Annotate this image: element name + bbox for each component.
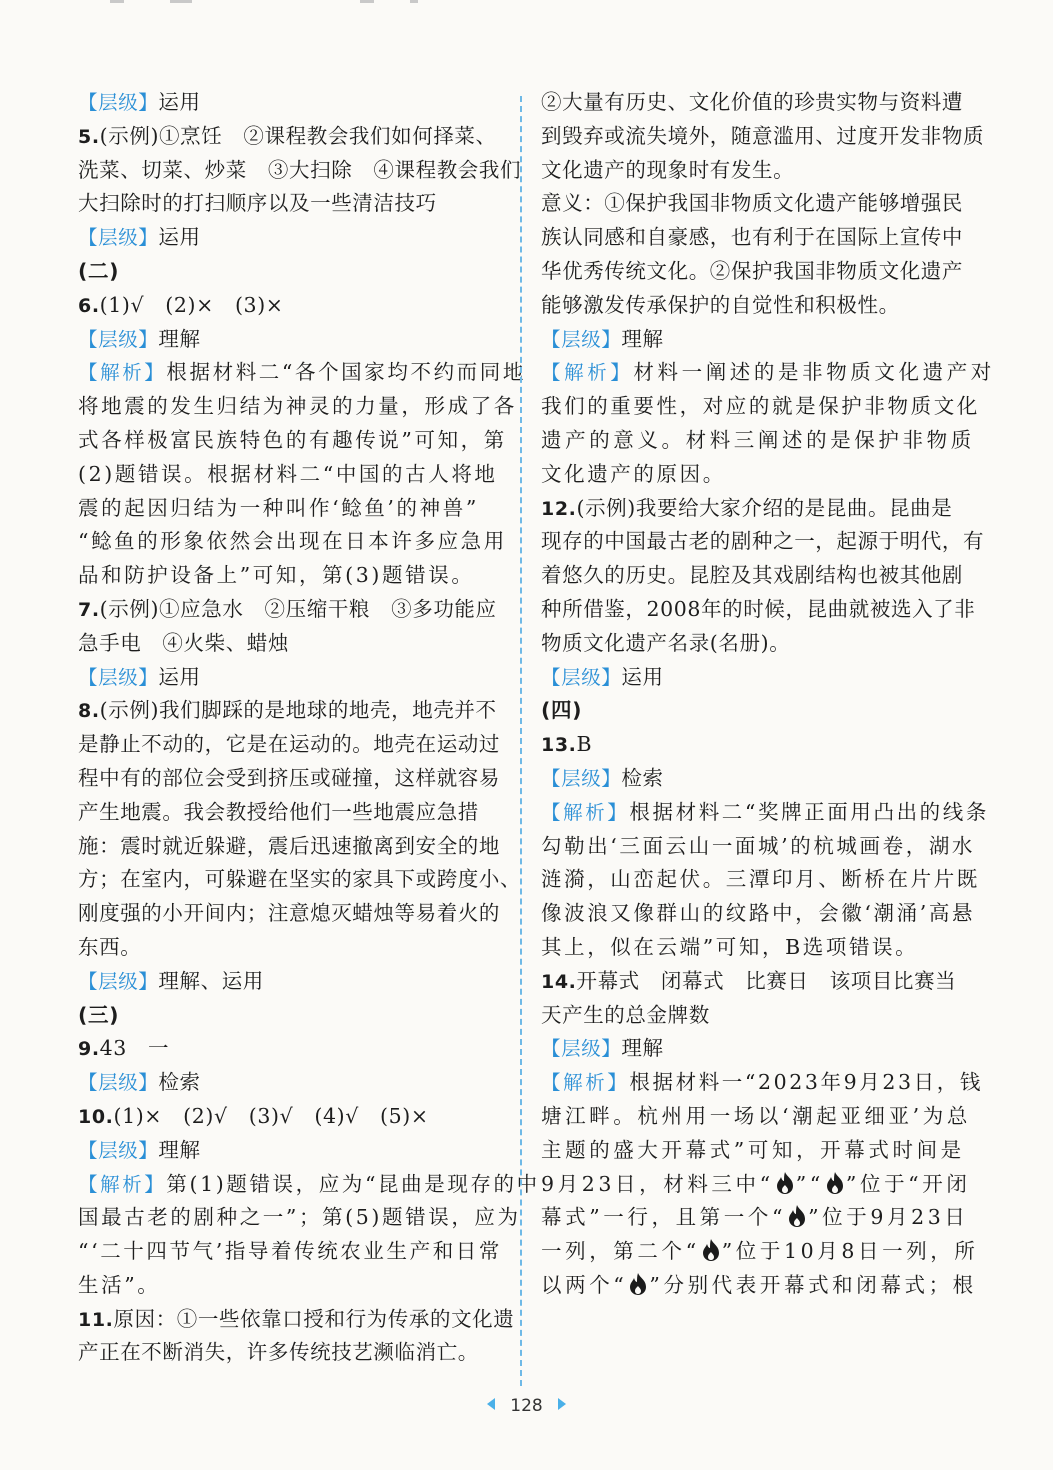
text-line <box>78 424 507 458</box>
text-line <box>78 593 502 627</box>
level-tag: 【解析】 <box>541 800 630 824</box>
text-line <box>78 187 502 221</box>
answer-text: 族认同感和自豪感，也有利于在国际上宣传中 <box>541 225 963 250</box>
text-line <box>541 1134 965 1168</box>
answer-text: 程中有的部位会受到挤压或碰撞，这样就容易 <box>78 765 500 790</box>
question-number: 9. <box>78 1038 100 1061</box>
answer-text: 原因：①一些依靠口授和行为传承的文化遗 <box>113 1306 515 1331</box>
text-line <box>78 86 502 120</box>
answer-text: 遗产的意义。材料三阐述的是保护非物质 <box>541 427 975 452</box>
text-line <box>541 120 985 154</box>
answer-text: 幕式”一行，且第一个“ <box>541 1205 787 1230</box>
text-line <box>78 356 526 390</box>
answer-text: 震的起因归结为一种叫作‘鲶鱼’的神兽” <box>78 495 479 520</box>
answer-text: 涟漪，山峦起伏。三潭印月、断桥在片片既 <box>541 867 980 892</box>
answer-text: 运用 <box>158 664 201 689</box>
level-tag: 【解析】 <box>78 361 167 385</box>
text-line <box>78 931 502 965</box>
section-heading: (二) <box>78 258 120 283</box>
text-line <box>541 627 965 661</box>
answer-text: 理解 <box>158 1137 201 1162</box>
level-tag: 【解析】 <box>78 1172 167 1196</box>
answer-text: 华优秀传统文化。②保护我国非物质文化遗产 <box>541 258 963 283</box>
text-line <box>541 999 965 1033</box>
text-line <box>78 323 502 357</box>
answer-text: 品和防护设备上”可知，第(3)题错误。 <box>78 563 475 588</box>
answer-text: 将地震的发生归结为神灵的力量，形成了各 <box>78 394 517 419</box>
answer-text: 根据材料一“2023年9月23日，钱 <box>629 1070 983 1095</box>
answer-text: 一列，第二个“ <box>541 1239 700 1264</box>
text-line <box>78 1201 521 1235</box>
flame-icon <box>824 1171 846 1195</box>
text-line <box>78 255 502 289</box>
answer-text: 以两个“ <box>541 1272 628 1297</box>
answer-text: 塘江畔。杭州用一场以‘潮起亚细亚’为总 <box>541 1103 971 1128</box>
top-edge-marks <box>110 0 430 4</box>
text-line <box>541 86 965 120</box>
text-line <box>541 390 980 424</box>
question-number: 10. <box>78 1105 114 1128</box>
text-line <box>541 221 965 255</box>
answer-text: “‘二十四节气’指导着传统农业生产和日常 <box>78 1239 503 1264</box>
text-line <box>78 221 502 255</box>
level-tag: 【层级】 <box>78 327 159 351</box>
answer-text: 勾勒出‘三面云山一面城’的杭城画卷，湖水 <box>541 833 976 858</box>
answer-text: 其上，似在云端”可知，B选项错误。 <box>541 934 919 959</box>
question-number: 6. <box>78 294 100 317</box>
answer-text: (1)× (2)√ (3)√ (4)√ (5)× <box>113 1103 429 1128</box>
text-line <box>78 525 507 559</box>
answer-text: 物质文化遗产名录(名册)。 <box>541 630 791 655</box>
answer-text: 国最古老的剧种之一”；第(5)题错误，应为 <box>78 1205 521 1230</box>
answer-text: 检索 <box>158 1070 201 1095</box>
answer-text: ”分别代表开幕式和闭幕式；根 <box>649 1272 977 1297</box>
column-divider <box>520 96 522 1386</box>
text-line <box>541 458 965 492</box>
text-line <box>541 525 985 559</box>
flame-icon <box>786 1204 808 1228</box>
answer-text: 急手电 ④火柴、蜡烛 <box>78 630 289 655</box>
answer-text: 运用 <box>158 225 201 250</box>
question-number: 14. <box>541 970 577 993</box>
level-tag: 【层级】 <box>78 969 159 993</box>
text-line <box>78 830 502 864</box>
text-line <box>78 627 502 661</box>
text-line <box>541 1201 969 1235</box>
text-line <box>78 390 517 424</box>
text-line <box>541 897 976 931</box>
answer-text: 我们的重要性，对应的就是保护非物质文化 <box>541 394 980 419</box>
text-line <box>541 931 965 965</box>
answer-text: 文化遗产的原因。 <box>541 461 726 486</box>
text-line <box>541 728 965 762</box>
answer-text: 理解 <box>158 326 201 351</box>
question-number: 12. <box>541 497 577 520</box>
answer-text: ②大量有历史、文化价值的珍贵实物与资料遭 <box>541 90 963 114</box>
text-line <box>78 458 502 492</box>
text-line <box>78 154 522 188</box>
text-line <box>78 1269 502 1303</box>
text-line <box>541 1032 965 1066</box>
text-line <box>78 559 502 593</box>
answer-text: 运用 <box>158 90 201 114</box>
text-line <box>78 728 502 762</box>
text-line <box>78 863 522 897</box>
level-tag: 【层级】 <box>541 665 622 689</box>
answer-text: 现存的中国最古老的剧种之一，起源于明代，有 <box>541 529 985 554</box>
answer-text: (示例)我们脚踩的是地球的地壳，地壳并不 <box>99 698 497 723</box>
text-line <box>541 559 965 593</box>
answer-text: 种所借鉴，2008年的时候，昆曲就被选入了非 <box>541 596 976 621</box>
text-line <box>78 1032 502 1066</box>
question-number: 8. <box>78 700 100 723</box>
answer-text: 材料一阐述的是非物质文化遗产对 <box>633 360 995 385</box>
text-line <box>541 255 965 289</box>
answer-text: 方；在室内，可躲避在坚实的家具下或跨度小、 <box>78 867 522 892</box>
answer-text: 根据材料二“各个国家均不约而同地 <box>166 360 526 385</box>
flame-icon <box>774 1171 796 1195</box>
question-number: 7. <box>78 598 100 621</box>
section-heading: (三) <box>78 1002 120 1027</box>
answer-text: 天产生的总金牌数 <box>541 1002 710 1027</box>
answer-text: 43 一 <box>99 1036 170 1061</box>
level-tag: 【层级】 <box>78 226 159 250</box>
answer-text: 洗菜、切菜、炒菜 ③大扫除 ④课程教会我们 <box>78 157 522 182</box>
level-tag: 【层级】 <box>78 91 159 114</box>
text-line <box>541 154 965 188</box>
page-number: 128 <box>510 1396 543 1416</box>
answer-text: ”“ <box>795 1171 824 1196</box>
triangle-right-icon <box>558 1398 566 1410</box>
text-line <box>78 492 502 526</box>
answer-text: (示例)①应急水 ②压缩干粮 ③多功能应 <box>99 596 497 621</box>
text-line <box>541 492 965 526</box>
text-line <box>541 965 965 999</box>
answer-text: (示例)①烹饪 ②课程教会我们如何择菜、 <box>99 123 497 148</box>
answer-text: 理解 <box>621 326 664 351</box>
page-footer <box>0 1396 1053 1416</box>
text-line <box>78 999 502 1033</box>
text-line <box>78 796 502 830</box>
answer-text: 刚度强的小开间内；注意熄灭蜡烛等易着火的 <box>78 901 500 926</box>
level-tag: 【层级】 <box>541 327 622 351</box>
answer-text: 9月23日，材料三中“ <box>541 1171 774 1196</box>
answer-text: 能够激发传承保护的自觉性和积极性。 <box>541 292 900 317</box>
answer-text: 主题的盛大开幕式”可知，开幕式时间是 <box>541 1137 965 1162</box>
text-line <box>78 289 502 323</box>
triangle-left-icon <box>487 1398 495 1410</box>
answer-text: 生活”。 <box>78 1272 161 1297</box>
text-line <box>541 323 965 357</box>
level-tag: 【层级】 <box>78 665 159 689</box>
text-line <box>541 1235 979 1269</box>
level-tag: 【层级】 <box>78 1138 159 1162</box>
text-line <box>78 762 502 796</box>
answer-text: “鲶鱼的形象依然会出现在日本许多应急用 <box>78 529 507 554</box>
text-line <box>541 762 965 796</box>
answer-text: 是静止不动的，它是在运动的。地壳在运动过 <box>78 732 500 757</box>
text-line <box>541 1100 971 1134</box>
text-line <box>541 830 976 864</box>
answer-text: 理解 <box>621 1036 664 1061</box>
question-number: 11. <box>78 1308 114 1331</box>
section-heading: (四) <box>541 698 583 723</box>
answer-text: ”位于“开闭 <box>845 1171 971 1196</box>
text-line <box>78 1134 502 1168</box>
answer-text: 东西。 <box>78 934 142 959</box>
answer-text: ”位于9月23日 <box>808 1205 969 1230</box>
answer-text: 到毁弃或流失境外，随意滥用、过度开发非物质 <box>541 123 985 148</box>
answer-text: 开幕式 闭幕式 比赛日 该项目比赛当 <box>576 968 957 993</box>
level-tag: 【层级】 <box>541 1037 622 1061</box>
text-line <box>541 1269 977 1303</box>
answer-text: 施：震时就近躲避，震后迅速撤离到安全的地 <box>78 833 500 858</box>
text-line <box>78 1235 502 1269</box>
level-tag: 【解析】 <box>541 1071 630 1095</box>
text-line <box>78 1336 502 1370</box>
text-line <box>541 1066 983 1100</box>
text-line <box>541 796 989 830</box>
answer-text: 文化遗产的现象时有发生。 <box>541 157 795 182</box>
text-line <box>78 1066 502 1100</box>
text-line <box>78 1100 502 1134</box>
text-line <box>78 661 502 695</box>
text-line <box>78 694 502 728</box>
text-line <box>541 356 995 390</box>
text-line <box>541 593 976 627</box>
flame-icon <box>627 1272 649 1296</box>
answer-text: 检索 <box>621 765 664 790</box>
answer-text: 根据材料二“奖牌正面用凸出的线条 <box>629 799 989 824</box>
text-line <box>541 694 965 728</box>
answer-text: 着悠久的历史。昆腔及其戏剧结构也被其他剧 <box>541 563 963 588</box>
text-line <box>78 1168 540 1202</box>
text-line <box>541 187 965 221</box>
answer-text: 理解、运用 <box>158 968 264 993</box>
text-line <box>541 1168 971 1202</box>
text-line <box>78 897 502 931</box>
answer-text: 像波浪又像群山的纹路中，会徽‘潮涌’高悬 <box>541 901 976 926</box>
answer-text: (2)题错误。根据材料二“中国的古人将地 <box>78 461 498 486</box>
answer-text: 大扫除时的打扫顺序以及一些清洁技巧 <box>78 191 437 216</box>
answer-text: 产生地震。我会教授给他们一些地震应急措 <box>78 799 479 824</box>
answer-text: 意义：①保护我国非物质文化遗产能够增强民 <box>541 191 963 216</box>
text-line <box>78 120 502 154</box>
text-line <box>541 661 965 695</box>
flame-icon <box>700 1238 722 1262</box>
text-line <box>541 863 980 897</box>
answer-text: 式各样极富民族特色的有趣传说”可知，第 <box>78 427 507 452</box>
answer-text: B <box>576 732 593 757</box>
answer-text: 产正在不断消失，许多传统技艺濒临消亡。 <box>78 1340 479 1365</box>
level-tag: 【层级】 <box>78 1071 159 1095</box>
text-line <box>541 289 965 323</box>
answer-text: (1)√ (2)× (3)× <box>99 292 284 317</box>
question-number: 13. <box>541 734 577 757</box>
level-tag: 【解析】 <box>541 361 634 385</box>
answer-text: 运用 <box>621 664 664 689</box>
text-line <box>541 424 975 458</box>
answer-text: (示例)我要给大家介绍的是昆曲。昆曲是 <box>576 495 953 520</box>
text-line <box>78 1303 515 1337</box>
text-line <box>78 965 502 999</box>
level-tag: 【层级】 <box>541 766 622 790</box>
right-column <box>541 86 995 1303</box>
question-number: 5. <box>78 125 100 148</box>
left-column <box>78 86 540 1370</box>
answer-text: 第(1)题错误，应为“昆曲是现存的中 <box>166 1171 540 1196</box>
answer-text: ”位于10月8日一列，所 <box>721 1239 979 1264</box>
